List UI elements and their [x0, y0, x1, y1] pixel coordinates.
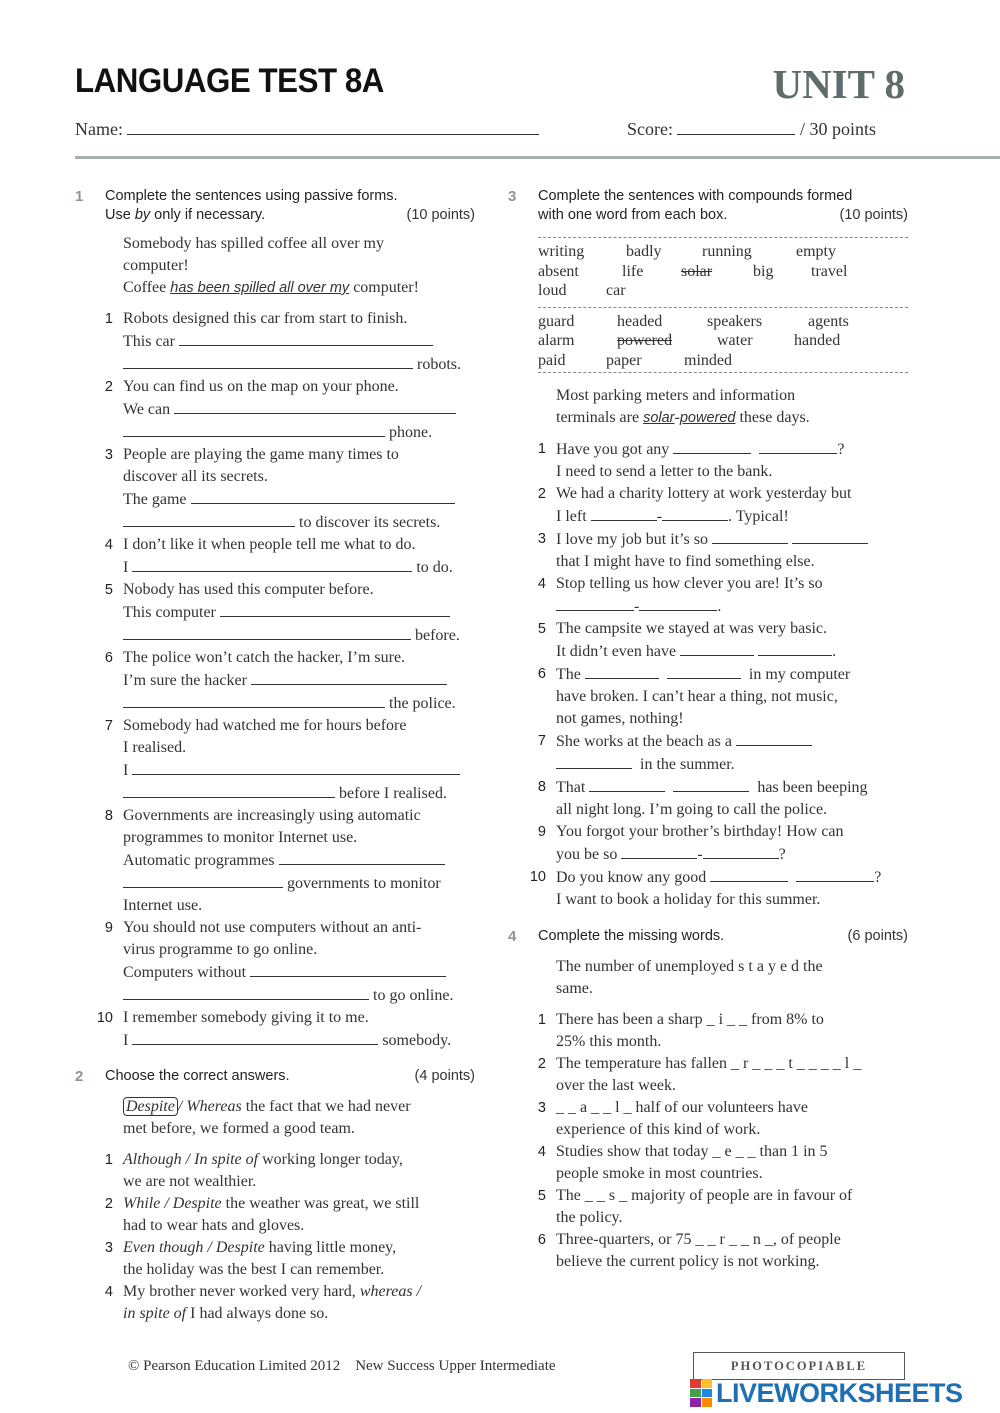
section-points: (6 points): [847, 928, 908, 944]
question-item: 7 She works at the beach as a in the summer.: [508, 730, 908, 776]
answer-blank[interactable]: [132, 759, 460, 775]
score-total: / 30 points: [799, 119, 876, 139]
section-title-line: Complete the sentences using passive forms.: [105, 188, 398, 204]
answer-options[interactable]: While / Despite: [123, 1195, 222, 1212]
question-item: 4 My brother never worked very hard, whereas / in spite of I had always done so.: [104, 1283, 421, 1322]
section-title-line: Complete the sentences with compounds formed: [538, 188, 853, 204]
name-label: Name:: [75, 119, 123, 139]
question-item: 10 I remember somebody giving it to me. I somebody.: [96, 1009, 452, 1049]
answer-options[interactable]: whereas /: [359, 1283, 421, 1300]
score-row: [627, 117, 876, 140]
answer-blank[interactable]: [123, 782, 335, 798]
answer-options[interactable]: Although / In spite of: [123, 1151, 259, 1168]
question-item: 7 Somebody had watched me for hours before I realised. I before I realised.: [75, 715, 475, 805]
name-row: [75, 117, 539, 140]
question-item: 5 The campsite we stayed at was very basic. It didn’t even have .: [537, 620, 837, 660]
answer-blank[interactable]: [251, 669, 447, 685]
answer-blank[interactable]: [710, 866, 788, 882]
answer-blank[interactable]: [667, 663, 741, 679]
answer-blank[interactable]: [132, 556, 412, 572]
answer-blank[interactable]: [796, 866, 874, 882]
section-number: 3: [508, 188, 517, 205]
name-field[interactable]: [127, 117, 539, 135]
answer-blank[interactable]: [250, 961, 446, 977]
question-item: 9 You should not use computers without an anti- virus programme to go online. Computers without to go online.: [104, 919, 454, 1004]
question-item: 4 Stop telling us how clever you are! It’s so - .: [537, 575, 823, 615]
answer-blank[interactable]: [279, 849, 445, 865]
answer-blank[interactable]: [680, 640, 754, 656]
example-answer: solar: [643, 410, 675, 426]
answer-blank[interactable]: [123, 872, 283, 888]
answer-blank[interactable]: [123, 511, 295, 527]
example: Despite / Whereas the fact that we had never met before, we formed a good team.: [123, 1098, 411, 1137]
section-3-heading: [508, 187, 908, 225]
question-item: 3 Even though / Despite having little money, the holiday was the best I can remember.: [104, 1239, 397, 1278]
answer-blank[interactable]: [123, 624, 411, 640]
answer-options[interactable]: Even though / Despite: [123, 1239, 265, 1256]
answer-blank[interactable]: [132, 1029, 378, 1045]
answer-blank[interactable]: [736, 730, 812, 746]
question-item[interactable]: 3 _ _ a _ _ l _ half of our volunteers have experience of this kind of work.: [537, 1099, 808, 1138]
answer-blank[interactable]: [712, 528, 788, 544]
section-4-items: [508, 1009, 908, 1273]
section-points: (10 points): [839, 207, 908, 223]
question-item[interactable]: 6 Three-quarters, or 75 _ _ r _ _ n _, of people believe the current policy is not working.: [537, 1231, 841, 1270]
question-item: 6 The in my computer have broken. I can’t hear a thing, not music, not games, nothing!: [508, 663, 908, 730]
answer-blank[interactable]: [179, 330, 433, 346]
test-title: LANGUAGE TEST 8A: [75, 62, 384, 100]
question-item[interactable]: 5 The _ _ s _ majority of people are in favour of the policy.: [537, 1187, 853, 1226]
section-title-line: Choose the correct answers.: [105, 1068, 290, 1084]
section-points: (10 points): [406, 207, 475, 223]
answer-blank[interactable]: [662, 505, 728, 521]
score-label: Score:: [627, 119, 673, 139]
answer-blank[interactable]: [123, 421, 385, 437]
word-box-1: writing badly running empty absent life solar big travel loud car: [538, 237, 908, 303]
answer-blank[interactable]: [585, 663, 659, 679]
word-box-2: guard headed speakers agents alarm powered water handed paid paper minded: [538, 307, 908, 374]
answer-blank[interactable]: [758, 640, 832, 656]
section-points: (4 points): [414, 1068, 475, 1084]
example-answer: Despite: [123, 1097, 178, 1116]
answer-blank[interactable]: [759, 438, 837, 454]
example: Most parking meters and information terminals are solar-powered these days.: [556, 387, 810, 426]
section-number: 4: [508, 928, 517, 945]
question-item[interactable]: 2 The temperature has fallen _ r _ _ _ t _ _ _ _ l _ over the last week.: [537, 1055, 862, 1094]
question-item: 1 Have you got any ? I need to send a letter to the bank.: [508, 438, 908, 483]
answer-blank[interactable]: [123, 692, 385, 708]
answer-blank[interactable]: [673, 438, 751, 454]
section-2-items: [75, 1149, 475, 1325]
copyright-footer: © Pearson Education Limited 2012 New Success Upper Intermediate: [128, 1358, 556, 1374]
answer-blank[interactable]: [589, 776, 665, 792]
example-answer: powered: [679, 410, 736, 426]
example-answer: s t a y e d: [738, 958, 800, 975]
unit-title: UNIT 8: [772, 61, 905, 107]
question-item: 10 Do you know any good ? I want to book a holiday for this summer.: [508, 866, 908, 911]
right-column: [508, 187, 908, 1273]
question-item: 6 The police won’t catch the hacker, I’m sure. I’m sure the hacker the police.: [104, 649, 456, 712]
example-answer: has been spilled all over my: [170, 280, 350, 296]
answer-blank[interactable]: [639, 595, 717, 611]
answer-blank[interactable]: [792, 528, 868, 544]
question-item: 2 You can find us on the map on your phone. We can phone.: [75, 376, 475, 444]
section-title-line: Use by only if necessary.: [105, 207, 266, 223]
question-item[interactable]: 4 Studies show that today _ e _ _ than 1 in 5 people smoke in most countries.: [537, 1143, 828, 1182]
answer-blank[interactable]: [191, 488, 455, 504]
section-title-line: with one word from each box.: [538, 207, 728, 223]
section-number: 1: [75, 188, 84, 205]
answer-blank[interactable]: [556, 595, 634, 611]
answer-blank[interactable]: [591, 505, 657, 521]
question-item: 1 Robots designed this car from start to finish. This car robots.: [104, 310, 461, 373]
left-column: [75, 187, 475, 1325]
question-item[interactable]: 1 There has been a sharp _ i _ _ from 8% to 25% this month.: [537, 1011, 824, 1050]
answer-blank[interactable]: [621, 843, 697, 859]
question-item: 3 People are playing the game many times to discover all its secrets. The game to discover its secrets.: [75, 444, 475, 534]
answer-blank[interactable]: [123, 353, 413, 369]
liveworksheets-logo[interactable]: [690, 1377, 963, 1409]
answer-blank[interactable]: [556, 753, 632, 769]
score-field[interactable]: [677, 117, 795, 135]
photocopiable-stamp: PHOTOCOPIABLE: [693, 1352, 905, 1380]
example: The number of unemployed s t a y e d the same.: [556, 958, 823, 997]
question-item: 8 Governments are increasingly using automatic programmes to monitor Internet use. Automatic programmes governments to monitor Internet use.: [75, 805, 475, 917]
answer-blank[interactable]: [703, 843, 779, 859]
section-2-heading: [75, 1067, 475, 1086]
section-3-items: [508, 438, 908, 911]
section-4-heading: [508, 927, 908, 946]
liveworksheets-logo-icon: [690, 1379, 712, 1407]
answer-blank[interactable]: [673, 776, 749, 792]
section-1-heading: [75, 187, 475, 225]
section-title-line: Complete the missing words.: [538, 928, 725, 944]
question-item: 5 Nobody has used this computer before. This computer before.: [104, 581, 460, 644]
section-1-items: [75, 308, 475, 1052]
question-item: 3 I love my job but it’s so that I might have to find something else.: [508, 528, 908, 573]
section-number: 2: [75, 1068, 84, 1085]
question-item: 1 Although / In spite of working longer today, we are not wealthier.: [104, 1151, 403, 1190]
header-divider: [75, 156, 1000, 159]
liveworksheets-logo-text: LIVEWORKSHEETS: [716, 1377, 963, 1408]
answer-blank[interactable]: [123, 984, 369, 1000]
answer-blank[interactable]: [174, 398, 456, 414]
question-item: 8 That has been beeping all night long. I’m going to call the police.: [508, 776, 908, 821]
answer-blank[interactable]: [220, 601, 450, 617]
answer-options[interactable]: in spite of: [123, 1305, 187, 1322]
question-item: 9 You forgot your brother’s birthday! How can you be so - ?: [537, 823, 844, 863]
question-item: 2 While / Despite the weather was great, we still had to wear hats and gloves.: [104, 1195, 420, 1234]
question-item: 2 We had a charity lottery at work yesterday but I left - . Typical!: [537, 485, 852, 525]
question-item: 4 I don’t like it when people tell me what to do. I to do.: [104, 536, 453, 576]
example: Somebody has spilled coffee all over my computer! Coffee has been spilled all over my computer!: [123, 235, 419, 296]
